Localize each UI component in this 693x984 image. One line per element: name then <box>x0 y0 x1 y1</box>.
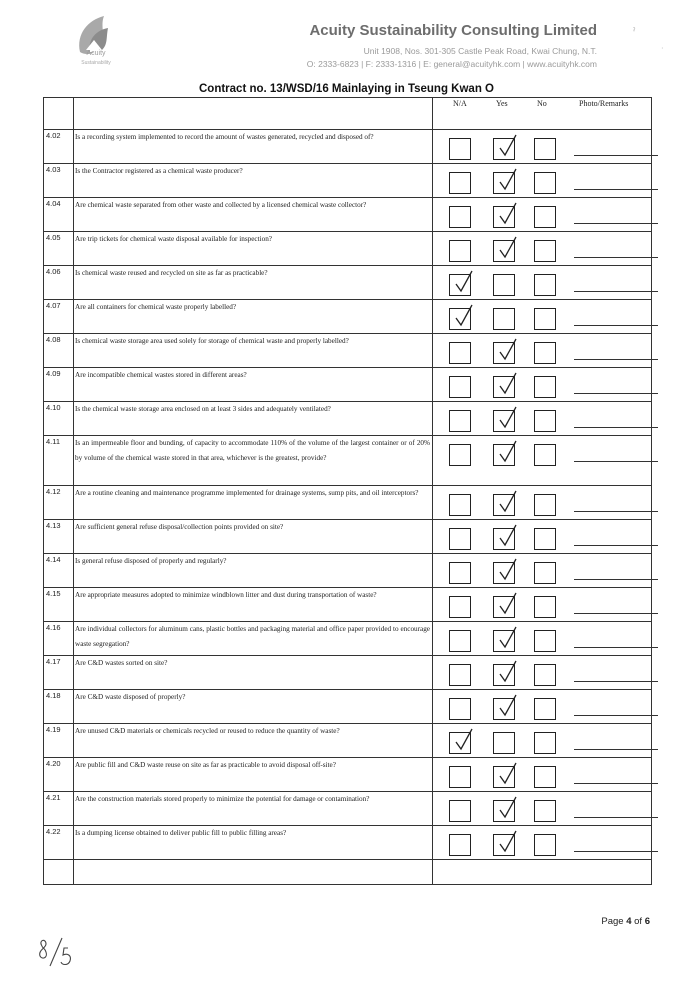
remarks-line[interactable] <box>574 325 658 326</box>
no-checkbox[interactable] <box>534 698 556 720</box>
item-question: Are C&D waste disposed of properly? <box>74 690 433 724</box>
remarks-line[interactable] <box>574 715 658 716</box>
item-number: 4.16 <box>44 622 74 656</box>
yes-checkbox[interactable] <box>493 138 515 160</box>
header-no-cell <box>44 98 74 130</box>
logo-tagline: Sustainability <box>81 60 111 66</box>
checklist-row <box>44 792 652 826</box>
item-answers <box>433 554 652 588</box>
checkmark-icon <box>497 235 519 261</box>
checklist-row <box>44 232 652 266</box>
item-number: 4.21 <box>44 792 74 826</box>
na-checkbox[interactable] <box>449 596 471 618</box>
item-number: 4.04 <box>44 198 74 232</box>
no-checkbox[interactable] <box>534 732 556 754</box>
col-no-label: No <box>537 99 547 108</box>
item-answers <box>433 164 652 198</box>
checklist-row <box>44 266 652 300</box>
yes-checkbox[interactable] <box>493 834 515 856</box>
item-number: 4.05 <box>44 232 74 266</box>
remarks-line[interactable] <box>574 545 658 546</box>
item-question: Is an impermeable floor and bunding, of capacity to accommodate 110% of the volume of the largest container or of 20% by volume of the chemical waste stored in that area, whichever is the greatest, provide? <box>74 436 433 486</box>
corner-mark: ˀ <box>633 26 636 36</box>
company-name: Acuity Sustainability Consulting Limited <box>309 22 597 39</box>
page-total: 6 <box>644 916 650 927</box>
header-answer-cell <box>433 98 652 130</box>
item-answers <box>433 198 652 232</box>
item-number: 4.10 <box>44 402 74 436</box>
no-checkbox[interactable] <box>534 274 556 296</box>
checklist-row <box>44 368 652 402</box>
yes-checkbox[interactable] <box>493 528 515 550</box>
no-checkbox[interactable] <box>534 138 556 160</box>
checklist-row <box>44 300 652 334</box>
remarks-line[interactable] <box>574 223 658 224</box>
remarks-line[interactable] <box>574 817 658 818</box>
no-checkbox[interactable] <box>534 444 556 466</box>
checkmark-icon <box>497 659 519 685</box>
remarks-line[interactable] <box>574 579 658 580</box>
header-question-cell <box>74 98 433 130</box>
checkmark-icon <box>497 557 519 583</box>
checklist-row <box>44 622 652 656</box>
item-answers <box>433 266 652 300</box>
page-of: of <box>631 916 645 927</box>
remarks-line[interactable] <box>574 613 658 614</box>
item-number: 4.15 <box>44 588 74 622</box>
item-question: Is the chemical waste storage area enclosed on at least 3 sides and adequately ventilated? <box>74 402 433 436</box>
checkmark-icon <box>453 303 475 329</box>
item-number: 4.13 <box>44 520 74 554</box>
checkmark-icon <box>497 489 519 515</box>
checkmark-icon <box>497 761 519 787</box>
yes-checkbox[interactable] <box>493 240 515 262</box>
na-checkbox[interactable] <box>449 562 471 584</box>
col-yes-label: Yes <box>496 99 508 108</box>
yes-checkbox[interactable] <box>493 376 515 398</box>
no-checkbox[interactable] <box>534 342 556 364</box>
item-number: 4.11 <box>44 436 74 486</box>
item-question: Are all containers for chemical waste properly labelled? <box>74 300 433 334</box>
item-number: 4.20 <box>44 758 74 792</box>
item-question: Is chemical waste storage area used solely for storage of chemical waste and properly labelled? <box>74 334 433 368</box>
na-checkbox[interactable] <box>449 766 471 788</box>
remarks-line[interactable] <box>574 189 658 190</box>
yes-checkbox[interactable] <box>493 342 515 364</box>
checkmark-icon <box>497 523 519 549</box>
checkmark-icon <box>497 133 519 159</box>
empty-cell <box>433 860 652 885</box>
checklist-row <box>44 198 652 232</box>
checklist-row <box>44 520 652 554</box>
checklist-row <box>44 724 652 758</box>
yes-checkbox[interactable] <box>493 732 515 754</box>
company-contact: O: 2333-6823 | F: 2333-1316 | E: general@acuityhk.com | www.acuityhk.com <box>306 59 597 69</box>
na-checkbox[interactable] <box>449 206 471 228</box>
item-number: 4.07 <box>44 300 74 334</box>
item-question: Are incompatible chemical wastes stored in different areas? <box>74 368 433 402</box>
item-answers <box>433 520 652 554</box>
no-checkbox[interactable] <box>534 206 556 228</box>
item-answers <box>433 130 652 164</box>
remarks-line[interactable] <box>574 511 658 512</box>
no-checkbox[interactable] <box>534 376 556 398</box>
remarks-line[interactable] <box>574 393 658 394</box>
no-checkbox[interactable] <box>534 494 556 516</box>
checklist-row <box>44 690 652 724</box>
na-checkbox[interactable] <box>449 528 471 550</box>
page-header <box>0 0 693 80</box>
item-answers <box>433 368 652 402</box>
checkmark-icon <box>497 405 519 431</box>
col-remarks-label: Photo/Remarks <box>579 99 629 108</box>
item-question: Are the construction materials stored properly to minimize the potential for damage or contamination? <box>74 792 433 826</box>
page-number <box>601 916 650 927</box>
na-checkbox[interactable] <box>449 376 471 398</box>
checklist-row <box>44 656 652 690</box>
na-checkbox[interactable] <box>449 444 471 466</box>
item-answers <box>433 588 652 622</box>
checklist-row <box>44 588 652 622</box>
item-question: Are individual collectors for aluminum cans, plastic bottles and packaging material and office paper provided to encourage waste segregation? <box>74 622 433 656</box>
item-number: 4.12 <box>44 486 74 520</box>
yes-checkbox[interactable] <box>493 206 515 228</box>
item-number: 4.14 <box>44 554 74 588</box>
yes-checkbox[interactable] <box>493 172 515 194</box>
item-question: Is a recording system implemented to record the amount of wastes generated, recycled and disposed of? <box>74 130 433 164</box>
na-checkbox[interactable] <box>449 274 471 296</box>
na-checkbox[interactable] <box>449 410 471 432</box>
no-checkbox[interactable] <box>534 308 556 330</box>
item-answers <box>433 402 652 436</box>
item-number: 4.19 <box>44 724 74 758</box>
remarks-line[interactable] <box>574 783 658 784</box>
checklist-row <box>44 554 652 588</box>
empty-cell <box>44 860 74 885</box>
checkmark-icon <box>497 625 519 651</box>
handwritten-annotation <box>34 936 80 968</box>
item-answers <box>433 300 652 334</box>
na-checkbox[interactable] <box>449 172 471 194</box>
remarks-line[interactable] <box>574 461 658 462</box>
checkmark-icon <box>497 829 519 855</box>
no-checkbox[interactable] <box>534 240 556 262</box>
checklist-row <box>44 486 652 520</box>
item-question: Are unused C&D materials or chemicals recycled or reused to reduce the quantity of waste? <box>74 724 433 758</box>
item-answers <box>433 758 652 792</box>
no-checkbox[interactable] <box>534 800 556 822</box>
checklist-row <box>44 436 652 486</box>
logo-name: Acuity <box>86 50 106 57</box>
yes-checkbox[interactable] <box>493 562 515 584</box>
checkmark-icon <box>453 269 475 295</box>
item-question: Are sufficient general refuse disposal/collection points provided on site? <box>74 520 433 554</box>
item-question: Are a routine cleaning and maintenance programme implemented for drainage systems, sump pits, and oil interceptors? <box>74 486 433 520</box>
item-answers <box>433 724 652 758</box>
remarks-line[interactable] <box>574 291 658 292</box>
yes-checkbox[interactable] <box>493 596 515 618</box>
item-answers <box>433 690 652 724</box>
item-number: 4.03 <box>44 164 74 198</box>
checklist-row <box>44 826 652 860</box>
item-number: 4.18 <box>44 690 74 724</box>
item-answers <box>433 334 652 368</box>
item-question: Is general refuse disposed of properly and regularly? <box>74 554 433 588</box>
item-number: 4.09 <box>44 368 74 402</box>
remarks-line[interactable] <box>574 155 658 156</box>
item-answers <box>433 436 652 486</box>
na-checkbox[interactable] <box>449 138 471 160</box>
checklist-row <box>44 164 652 198</box>
remarks-line[interactable] <box>574 851 658 852</box>
remarks-line[interactable] <box>574 749 658 750</box>
yes-checkbox[interactable] <box>493 630 515 652</box>
company-address: Unit 1908, Nos. 301-305 Castle Peak Road, Kwai Chung, N.T. <box>363 46 597 56</box>
no-checkbox[interactable] <box>534 664 556 686</box>
empty-row <box>44 860 652 885</box>
checkmark-icon <box>497 337 519 363</box>
item-number: 4.06 <box>44 266 74 300</box>
remarks-line[interactable] <box>574 681 658 682</box>
checkmark-icon <box>497 693 519 719</box>
item-answers <box>433 656 652 690</box>
na-checkbox[interactable] <box>449 308 471 330</box>
remarks-line[interactable] <box>574 359 658 360</box>
no-checkbox[interactable] <box>534 834 556 856</box>
checklist-row <box>44 334 652 368</box>
col-na-label: N/A <box>453 99 467 108</box>
remarks-line[interactable] <box>574 647 658 648</box>
yes-checkbox[interactable] <box>493 410 515 432</box>
na-checkbox[interactable] <box>449 342 471 364</box>
no-checkbox[interactable] <box>534 630 556 652</box>
page-label: Page <box>601 916 627 927</box>
item-answers <box>433 486 652 520</box>
na-checkbox[interactable] <box>449 834 471 856</box>
yes-checkbox[interactable] <box>493 664 515 686</box>
document-title: Contract no. 13/WSD/16 Mainlaying in Tseung Kwan O <box>199 83 494 95</box>
no-checkbox[interactable] <box>534 528 556 550</box>
item-number: 4.02 <box>44 130 74 164</box>
no-checkbox[interactable] <box>534 172 556 194</box>
na-checkbox[interactable] <box>449 732 471 754</box>
yes-checkbox[interactable] <box>493 308 515 330</box>
item-answers <box>433 232 652 266</box>
item-answers <box>433 622 652 656</box>
column-header-row <box>44 98 652 130</box>
item-number: 4.17 <box>44 656 74 690</box>
item-question: Are chemical waste separated from other waste and collected by a licensed chemical waste collector? <box>74 198 433 232</box>
corner-dot: · <box>661 44 664 53</box>
item-number: 4.22 <box>44 826 74 860</box>
na-checkbox[interactable] <box>449 630 471 652</box>
yes-checkbox[interactable] <box>493 698 515 720</box>
na-checkbox[interactable] <box>449 494 471 516</box>
checkmark-icon <box>497 795 519 821</box>
item-question: Are public fill and C&D waste reuse on site as far as practicable to avoid disposal off-site? <box>74 758 433 792</box>
page-current: 4 <box>626 916 632 927</box>
empty-cell <box>74 860 433 885</box>
item-number: 4.08 <box>44 334 74 368</box>
item-question: Are trip tickets for chemical waste disposal available for inspection? <box>74 232 433 266</box>
no-checkbox[interactable] <box>534 410 556 432</box>
no-checkbox[interactable] <box>534 596 556 618</box>
no-checkbox[interactable] <box>534 766 556 788</box>
item-question: Is a dumping license obtained to deliver public fill to public filling areas? <box>74 826 433 860</box>
na-checkbox[interactable] <box>449 800 471 822</box>
checkmark-icon <box>497 371 519 397</box>
checkmark-icon <box>497 591 519 617</box>
checklist-row <box>44 130 652 164</box>
item-question: Are appropriate measures adopted to minimize windblown litter and dust during transportation of waste? <box>74 588 433 622</box>
yes-checkbox[interactable] <box>493 274 515 296</box>
yes-checkbox[interactable] <box>493 766 515 788</box>
remarks-line[interactable] <box>574 257 658 258</box>
item-answers <box>433 826 652 860</box>
na-checkbox[interactable] <box>449 664 471 686</box>
checkmark-icon <box>497 439 519 465</box>
item-question: Are C&D wastes sorted on site? <box>74 656 433 690</box>
item-question: Is chemical waste reused and recycled on site as far as practicable? <box>74 266 433 300</box>
no-checkbox[interactable] <box>534 562 556 584</box>
yes-checkbox[interactable] <box>493 800 515 822</box>
na-checkbox[interactable] <box>449 698 471 720</box>
checklist-table <box>43 97 652 885</box>
checkmark-icon <box>453 727 475 753</box>
yes-checkbox[interactable] <box>493 444 515 466</box>
yes-checkbox[interactable] <box>493 494 515 516</box>
remarks-line[interactable] <box>574 427 658 428</box>
item-question: Is the Contractor registered as a chemical waste producer? <box>74 164 433 198</box>
checklist-row <box>44 758 652 792</box>
checklist-row <box>44 402 652 436</box>
checkmark-icon <box>497 201 519 227</box>
na-checkbox[interactable] <box>449 240 471 262</box>
item-answers <box>433 792 652 826</box>
checkmark-icon <box>497 167 519 193</box>
